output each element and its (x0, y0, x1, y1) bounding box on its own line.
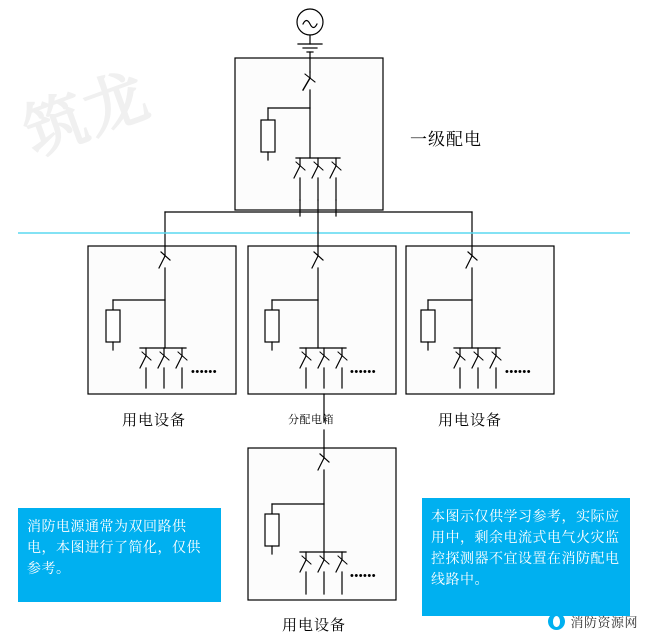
brand-name: 消防资源网 (570, 615, 638, 630)
dots-right-panel: •••••• (505, 366, 532, 378)
label-equipment-left: 用电设备 (122, 412, 187, 429)
dots-middle-panel: •••••• (350, 366, 377, 378)
watermark: 筑龙 (15, 61, 159, 170)
note-left: 消防电源通常为双回路供电，本图进行了简化，仅供参考。 (18, 508, 221, 602)
note-right: 本图示仅供学习参考，实际应用中，剩余电流式电气火灾监控探测器不宜设置在消防配电线路中。 (422, 498, 630, 616)
dots-left-panel: •••••• (191, 366, 218, 378)
brand-watermark (548, 612, 638, 631)
label-equipment-bottom: 用电设备 (282, 617, 347, 634)
label-equipment-right: 用电设备 (438, 412, 503, 429)
label-main-distribution: 一级配电 (410, 130, 482, 149)
flame-icon (548, 613, 565, 630)
label-sub-distribution-box: 分配电箱 (288, 414, 334, 426)
dots-bottom-panel: •••••• (350, 570, 377, 582)
